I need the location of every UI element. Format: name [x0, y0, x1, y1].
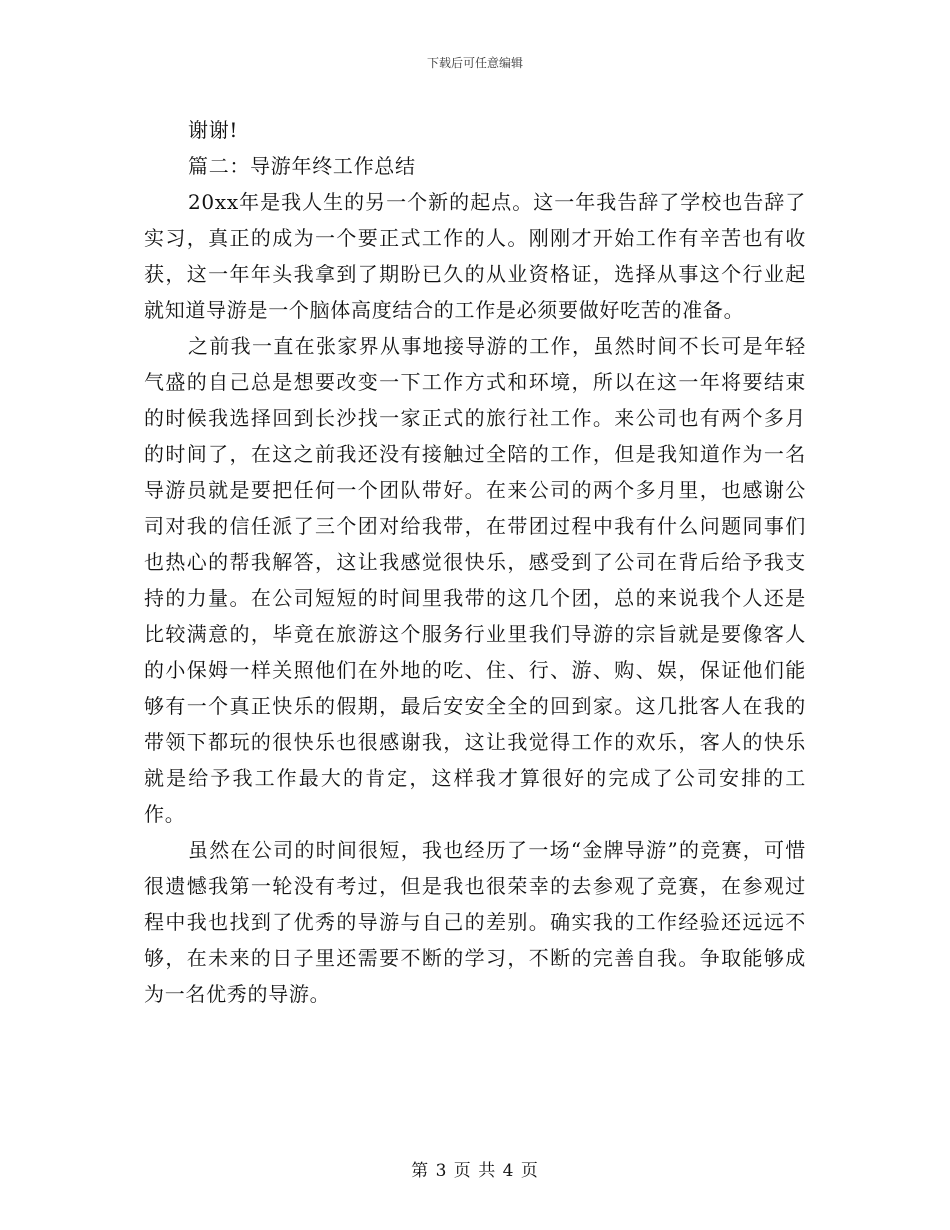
paragraph-3: 虽然在公司的时间很短，我也经历了一场“金牌导游”的竞赛，可惜很遗憾我第一轮没有考过，但是我也很荣幸的去参观了竞赛，在参观过程中我也找到了优秀的导游与自己的差别。确实我的工作经验还远远不够，在未来的日子里还需要不断的学习，不断的完善自我。争取能够成为一名优秀的导游。	[144, 838, 806, 1006]
paragraph-2: 之前我一直在张家界从事地接导游的工作，虽然时间不长可是年轻气盛的自己总是想要改变一下工作方式和环境，所以在这一年将要结束的时候我选择回到长沙找一家正式的旅行社工作。来公司也有两个多月的时间了，在这之前我还没有接触过全陪的工作，但是我知道作为一名导游员就是要把任何一个团队带好。在来公司的两个多月里，也感谢公司对我的信任派了三个团对给我带，在带团过程中我有什么问题同事们也热心的帮我解答，这让我感觉很快乐，感受到了公司在背后给予我支持的力量。在公司短短的时间里我带的这几个团，总的来说我个人还是比较满意的，毕竟在旅游这个服务行业里我们导游的宗旨就是要像客人的小保姆一样关照他们在外地的吃、住、行、游、购、娱，保证他们能够有一个真正快乐的假期，最后安安全全的回到家。这几批客人在我的带领下都玩的很快乐也很感谢我，这让我觉得工作的欢乐，客人的快乐就是给予我工作最大的肯定，这样我才算很好的完成了公司安排的工作。	[144, 334, 806, 826]
section-title: 篇二：导游年终工作总结	[188, 154, 416, 178]
document-body	[144, 112, 806, 1012]
paragraph-1: 20xx年是我人生的另一个新的起点。这一年我告辞了学校也告辞了实习，真正的成为一个要正式工作的人。刚刚才开始工作有辛苦也有收获，这一年年头我拿到了期盼已久的从业资格证，选择从事这个行业起就知道导游是一个脑体高度结合的工作是必须要做好吃苦的准备。	[144, 190, 806, 322]
page-header: 下载后可任意编辑	[426, 56, 523, 70]
page-footer: 第 3 页 共 4 页	[411, 1161, 539, 1181]
closing-thanks: 谢谢!	[188, 118, 239, 142]
